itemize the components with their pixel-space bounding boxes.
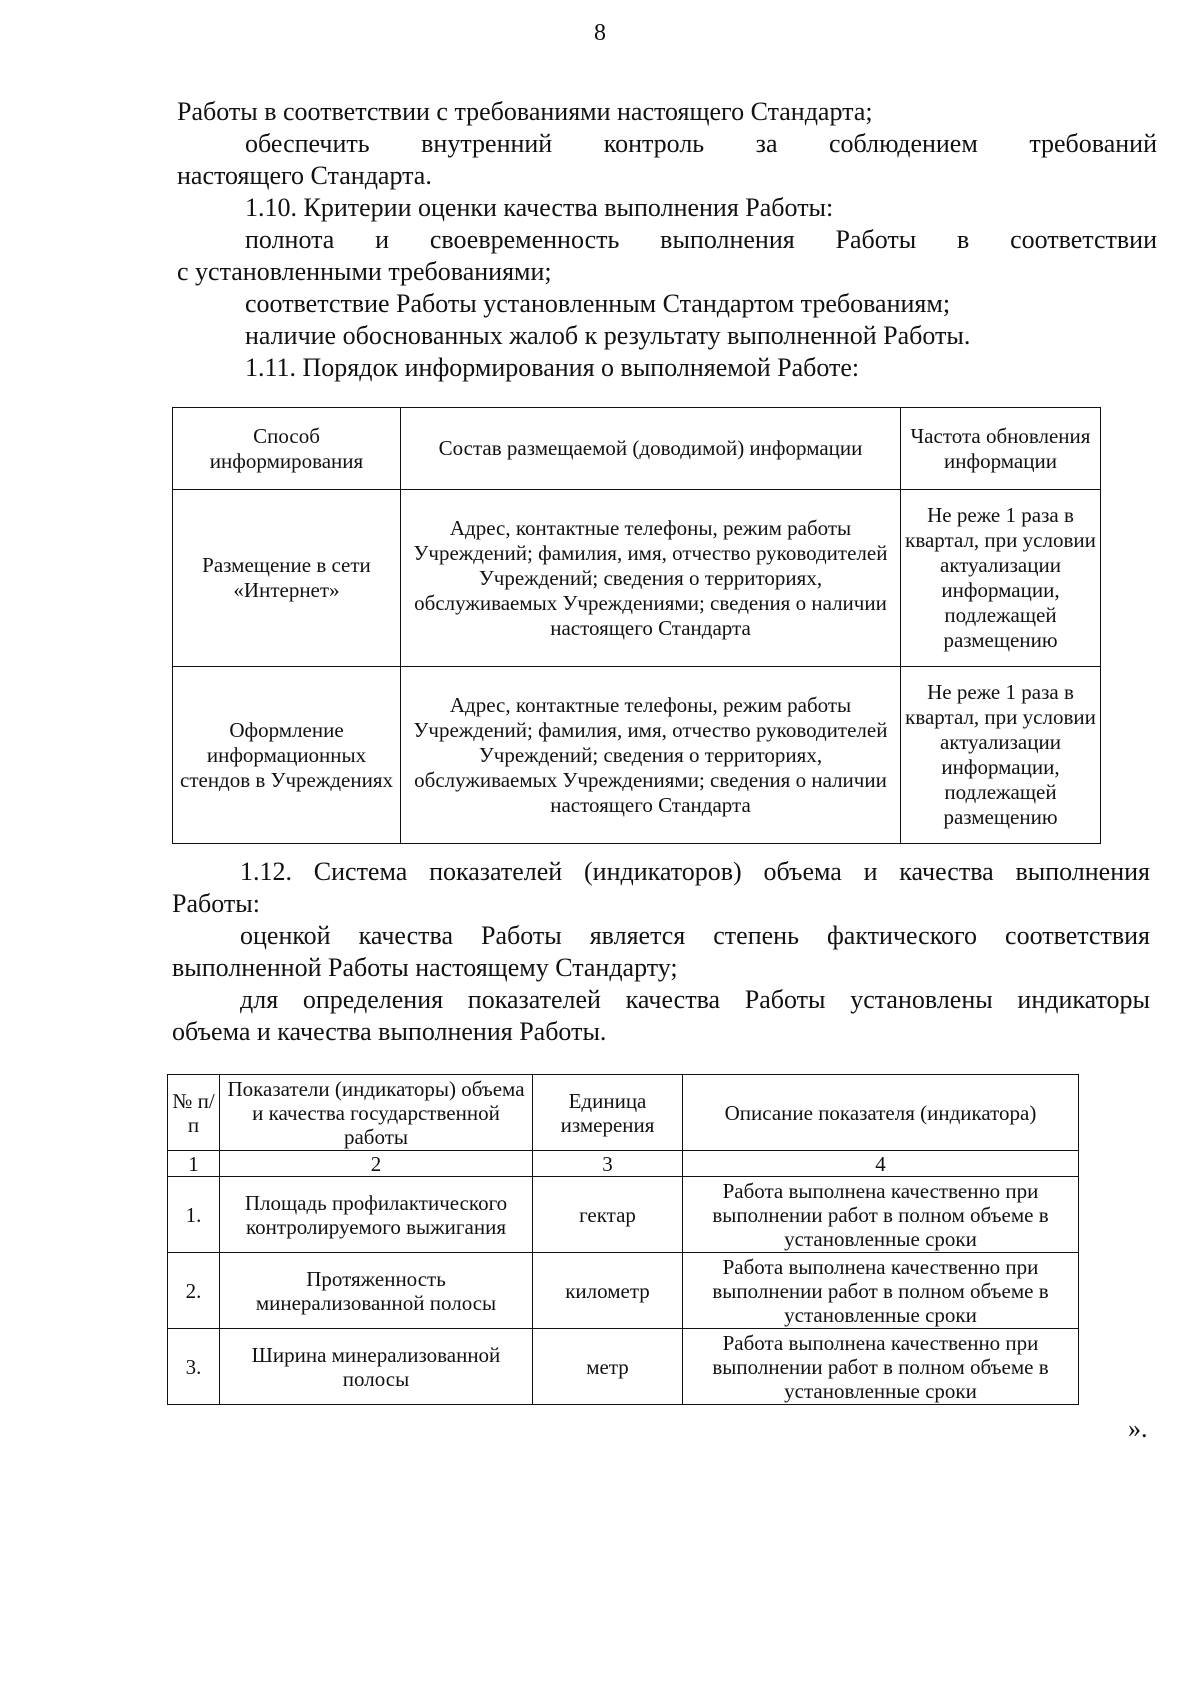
table-header-row: [168, 1075, 1079, 1151]
header-cell: Частота обновления информации: [901, 408, 1101, 490]
content-cell: Адрес, контактные телефоны, режим работы Учреждений; фамилия, имя, отчество руководителей Учреждений; сведения о территориях, обслуживаемых Учреждениями; сведения о наличии настоящего Стандарта: [401, 490, 901, 667]
header-cell: Показатели (индикаторы) объема и качества государственной работы: [220, 1075, 533, 1151]
header-cell: Описание показателя (индикатора): [683, 1075, 1079, 1151]
method-cell: Размещение в сети «Интернет»: [173, 490, 401, 667]
text-line: объема и качества выполнения Работы.: [172, 1017, 607, 1046]
text-line: настоящего Стандарта.: [177, 161, 432, 190]
numbering-cell: 4: [683, 1151, 1079, 1177]
closing-quote: ».: [1128, 1414, 1148, 1443]
description-cell: Работа выполнена качественно при выполнении работ в полном объеме в установленные сроки: [683, 1253, 1079, 1329]
text-line: Работы:: [172, 889, 260, 918]
text-line: наличие обоснованных жалоб к результату выполненной Работы.: [245, 321, 971, 350]
unit-cell: гектар: [533, 1177, 683, 1253]
content-cell: Адрес, контактные телефоны, режим работы Учреждений; фамилия, имя, отчество руководителей Учреждений; сведения о территориях, обслуживаемых Учреждениями; сведения о наличии настоящего Стандарта: [401, 667, 901, 844]
row-number-cell: 3.: [168, 1329, 220, 1405]
row-number-cell: 1.: [168, 1177, 220, 1253]
method-cell: Оформление информационных стендов в Учреждениях: [173, 667, 401, 844]
header-cell: Состав размещаемой (доводимой) информации: [401, 408, 901, 490]
text-line: с установленными требованиями;: [177, 257, 552, 286]
information-table: [172, 407, 1101, 844]
section-heading: 1.11. Порядок информирования о выполняемой Работе:: [245, 353, 860, 382]
description-cell: Работа выполнена качественно при выполнении работ в полном объеме в установленные сроки: [683, 1177, 1079, 1253]
table-row: [173, 667, 1101, 844]
page-number: 8: [594, 20, 606, 46]
numbering-row: [168, 1151, 1079, 1177]
unit-cell: километр: [533, 1253, 683, 1329]
indicator-cell: Ширина минерализованной полосы: [220, 1329, 533, 1405]
text-line: полнота и своевременность выполнения Работы в соответствии: [245, 225, 1157, 254]
top-text-block: [177, 96, 1157, 384]
description-cell: Работа выполнена качественно при выполнении работ в полном объеме в установленные сроки: [683, 1329, 1079, 1405]
text-line: для определения показателей качества Работы установлены индикаторы: [240, 985, 1150, 1014]
table-row: [173, 490, 1101, 667]
middle-text-block: [172, 856, 1150, 1048]
header-cell: № п/п: [168, 1075, 220, 1151]
text-line: Работы в соответствии с требованиями настоящего Стандарта;: [177, 97, 873, 126]
text-line: обеспечить внутренний контроль за соблюдением требований: [245, 129, 1157, 158]
frequency-cell: Не реже 1 раза в квартал, при условии актуализации информации, подлежащей размещению: [901, 667, 1101, 844]
table-row: [168, 1177, 1079, 1253]
section-heading: 1.12. Система показателей (индикаторов) объема и качества выполнения: [240, 857, 1150, 886]
indicator-cell: Площадь профилактического контролируемого выжигания: [220, 1177, 533, 1253]
text-line: соответствие Работы установленным Стандартом требованиям;: [245, 289, 951, 318]
table-row: [168, 1329, 1079, 1405]
row-number-cell: 2.: [168, 1253, 220, 1329]
header-cell: Единица измерения: [533, 1075, 683, 1151]
table-header-row: [173, 408, 1101, 490]
numbering-cell: 1: [168, 1151, 220, 1177]
text-line: оценкой качества Работы является степень фактического соответствия: [240, 921, 1150, 950]
table-row: [168, 1253, 1079, 1329]
text-line: выполненной Работы настоящему Стандарту;: [172, 953, 678, 982]
unit-cell: метр: [533, 1329, 683, 1405]
indicator-cell: Протяженность минерализованной полосы: [220, 1253, 533, 1329]
numbering-cell: 2: [220, 1151, 533, 1177]
frequency-cell: Не реже 1 раза в квартал, при условии актуализации информации, подлежащей размещению: [901, 490, 1101, 667]
numbering-cell: 3: [533, 1151, 683, 1177]
section-heading: 1.10. Критерии оценки качества выполнения Работы:: [245, 193, 834, 222]
header-cell: Способ информирования: [173, 408, 401, 490]
indicator-table: [167, 1074, 1079, 1405]
